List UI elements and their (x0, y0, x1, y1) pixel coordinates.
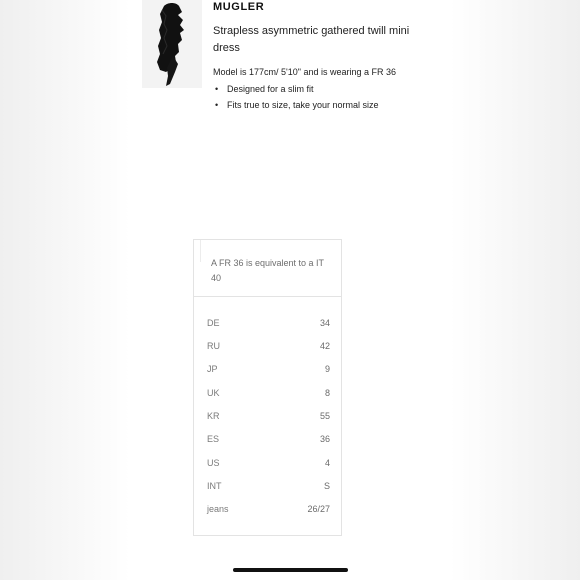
model-info-text: Model is 177cm/ 5'10" and is wearing a FR 36 (213, 67, 397, 77)
size-row-de (207, 318, 330, 332)
fit-note (213, 82, 379, 98)
size-region-label: US (207, 458, 220, 468)
size-value: 42 (319, 341, 330, 351)
size-region-label: DE (207, 318, 220, 328)
size-value: 8 (324, 388, 330, 398)
fit-note-text: Designed for a slim fit (227, 84, 314, 94)
size-row-us (207, 458, 330, 472)
size-region-label: KR (207, 411, 220, 421)
bullet-icon: • (215, 100, 219, 110)
size-row-kr (207, 411, 330, 425)
size-card-header (194, 240, 341, 297)
size-value: 4 (324, 458, 330, 468)
home-indicator-bar[interactable] (233, 568, 348, 572)
size-row-es (207, 434, 330, 448)
size-value: 36 (319, 434, 330, 444)
product-thumbnail[interactable] (142, 0, 202, 88)
dress-image (142, 0, 202, 88)
size-region-label: JP (207, 364, 218, 374)
size-conversion-card (193, 239, 342, 536)
size-region-label: RU (207, 341, 220, 351)
size-value: 55 (319, 411, 330, 421)
size-value: 9 (324, 364, 330, 374)
product-title: Strapless asymmetric gathered twill mini dress (213, 25, 410, 54)
size-value: 34 (319, 318, 330, 328)
size-row-ru (207, 341, 330, 355)
size-region-label: ES (207, 434, 220, 444)
fit-note (213, 98, 379, 114)
fit-notes-list (213, 82, 379, 114)
size-value: 26/27 (307, 504, 330, 514)
size-row-jp (207, 364, 330, 378)
bullet-icon: • (215, 84, 219, 94)
size-row-uk (207, 388, 330, 402)
brand-name[interactable]: MUGLER (213, 1, 265, 13)
size-row-jeans (207, 504, 330, 518)
size-region-label: INT (207, 481, 222, 491)
size-region-label: UK (207, 388, 220, 398)
fit-note-text: Fits true to size, take your normal size (227, 100, 379, 110)
size-value: S (323, 481, 330, 491)
size-equivalence-text: A FR 36 is equivalent to a IT 40 (211, 258, 324, 283)
size-region-label: jeans (207, 504, 229, 514)
size-row-int (207, 481, 330, 495)
